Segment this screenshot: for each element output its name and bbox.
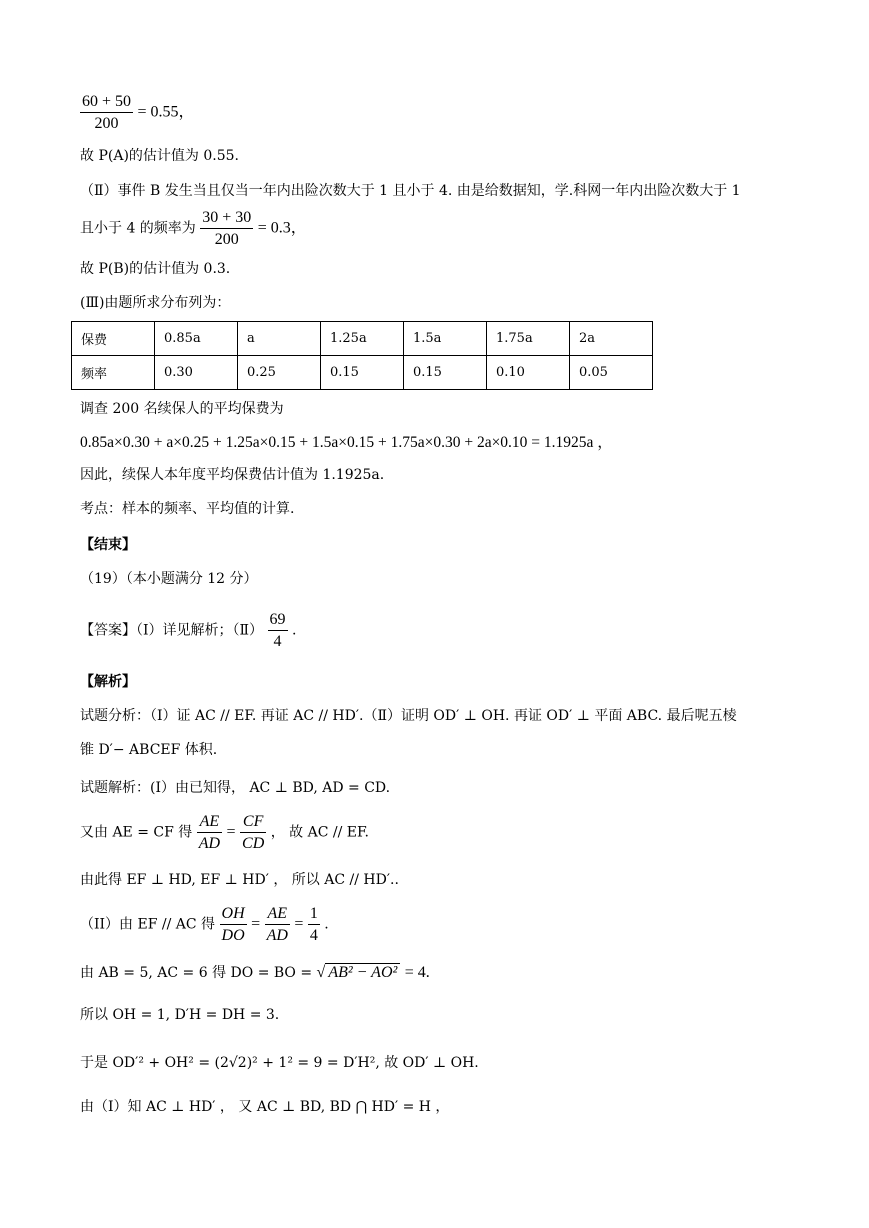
text-line: 故 P(A)的估计值为 0.55. <box>80 148 239 164</box>
table-row <box>72 322 653 356</box>
formula-average: 0.85a×0.30 + a×0.25 + 1.25a×0.15 + 1.5a×0.15 + 1.75a×0.30 + 2a×0.10 = 1.1925a ， <box>80 434 613 451</box>
table-cell: 2a <box>570 322 653 356</box>
table-cell: 保费 <box>72 322 155 356</box>
denominator: 4 <box>273 633 282 650</box>
text: 【答案】（Ⅰ）详见解析；（Ⅱ） <box>80 622 264 639</box>
denominator: AD <box>266 927 288 944</box>
numerator: AE <box>265 904 290 925</box>
table-cell: 0.10 <box>487 356 570 390</box>
formula-p-a <box>80 92 195 133</box>
table-cell: 0.25 <box>238 356 321 390</box>
table-cell: 0.15 <box>321 356 404 390</box>
text-line: 于是 OD′² + OH² = (2√2)² + 1² = 9 = D′H², 故 OD′ ⊥ OH. <box>80 1055 479 1071</box>
table-cell: 0.05 <box>570 356 653 390</box>
equals: = <box>226 823 236 841</box>
text-line: 故 P(B)的估计值为 0.3. <box>80 261 231 277</box>
numerator: 1 <box>308 904 320 925</box>
text-line: 所以 OH = 1, D′H = DH = 3. <box>80 1007 280 1023</box>
text-line: 因此，续保人本年度平均保费估计值为 1.1925a. <box>80 467 385 483</box>
numerator: 60 + 50 <box>80 92 133 113</box>
formula-p-b <box>80 208 307 249</box>
formula-line <box>80 812 369 853</box>
text: 又由 AE = CF 得 <box>80 824 193 841</box>
text-line: 【解析】 <box>80 674 136 690</box>
fraction <box>200 208 253 249</box>
table-cell: 1.5a <box>404 322 487 356</box>
text-line: 由（I）知 AC ⊥ HD′ ， 又 AC ⊥ BD, BD ⋂ HD′ = H ， <box>80 1099 450 1115</box>
denominator: 4 <box>309 927 318 944</box>
result: = 0.55， <box>137 103 195 121</box>
formula-line <box>80 964 430 982</box>
fraction <box>80 92 133 133</box>
sqrt-sign: √ <box>316 964 326 981</box>
denominator: AD <box>198 835 221 852</box>
table-cell: 频率 <box>72 356 155 390</box>
fraction <box>240 812 266 853</box>
text-line: 考点：样本的频率、平均值的计算. <box>80 501 295 517</box>
fraction <box>308 904 320 945</box>
distribution-table <box>71 321 653 390</box>
numerator: 30 + 30 <box>200 208 253 229</box>
text: 且小于 4 的频率为 <box>80 220 196 237</box>
text-line: 由此得 EF ⊥ HD, EF ⊥ HD′ ， 所以 AC // HD′.. <box>80 872 399 888</box>
result: = 0.3， <box>257 219 307 237</box>
sqrt-radicand: AB² − AO² <box>325 963 400 981</box>
fraction <box>197 812 222 853</box>
equals: = <box>294 915 304 933</box>
answer-line <box>80 610 296 651</box>
text-line: 锥 D′− ABCEF 体积. <box>80 742 218 758</box>
text-line: 试题解析：(I）由已知得， AC ⊥ BD, AD = CD. <box>80 780 391 796</box>
text: . <box>324 916 329 933</box>
denominator: 200 <box>94 115 119 132</box>
table-cell: 0.85a <box>155 322 238 356</box>
text: （II）由 EF // AC 得 <box>80 916 216 933</box>
denominator: DO <box>221 927 245 944</box>
table-cell: 0.15 <box>404 356 487 390</box>
numerator: 69 <box>268 610 288 631</box>
fraction <box>220 904 247 945</box>
text-line: (Ⅲ)由题所求分布列为： <box>80 295 231 311</box>
table-cell: 1.25a <box>321 322 404 356</box>
text-line: 调查 200 名续保人的平均保费为 <box>80 401 284 417</box>
table-cell: a <box>238 322 321 356</box>
text-line: （Ⅱ）事件 B 发生当且仅当一年内出险次数大于 1 且小于 4. 由是给数据知，学.科网一年内出险次数大于 1 <box>80 183 741 199</box>
result: = 4. <box>404 964 430 981</box>
text-line: 【结束】 <box>80 537 136 553</box>
denominator: CD <box>242 835 265 852</box>
text-line: （19）（本小题满分 12 分） <box>80 571 258 587</box>
fraction <box>268 610 288 651</box>
table-row <box>72 356 653 390</box>
text: . <box>291 622 297 639</box>
denominator: 200 <box>214 231 239 248</box>
text: 由 AB = 5, AC = 6 得 DO = BO = <box>80 965 313 981</box>
formula-line <box>80 904 329 945</box>
equals: = <box>251 915 261 933</box>
text-line: 试题分析：（Ⅰ）证 AC // EF. 再证 AC // HD′.（Ⅱ）证明 OD′ ⊥ OH. 再证 OD′ ⊥ 平面 ABC. 最后呢五棱 <box>80 708 737 724</box>
fraction <box>265 904 290 945</box>
table-cell: 0.30 <box>155 356 238 390</box>
numerator: AE <box>197 812 222 833</box>
numerator: CF <box>240 812 266 833</box>
text: ， 故 AC // EF. <box>270 824 369 841</box>
numerator: OH <box>220 904 247 925</box>
table-cell: 1.75a <box>487 322 570 356</box>
